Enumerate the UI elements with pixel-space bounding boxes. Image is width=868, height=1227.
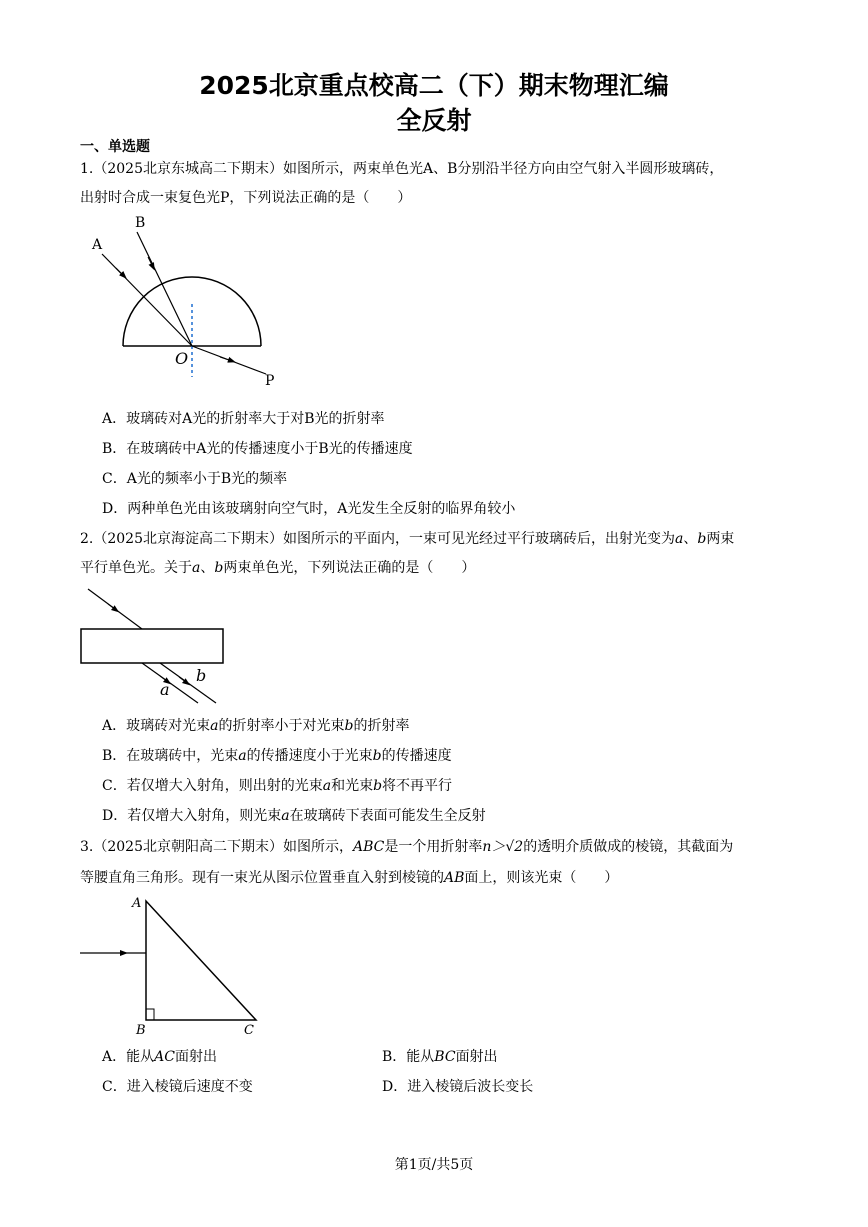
q3-option-a: A．能从AC面射出 <box>102 1049 217 1065</box>
q3-option-d: D．进入棱镜后波长变长 <box>382 1079 534 1095</box>
page-number: 第1页/共5页 <box>394 1157 474 1173</box>
q3-stem-line1: 3.（2025北京朝阳高二下期末）如图所示，ABC是一个用折射率n＞√2的透明介质做成的棱镜，其截面为 <box>80 839 734 855</box>
right-angle-mark <box>146 1009 154 1020</box>
label-c: C <box>244 1023 254 1038</box>
q1-option-b: B．在玻璃砖中A光的传播速度小于B光的传播速度 <box>102 441 413 457</box>
q2-option-b: B．在玻璃砖中，光束a的传播速度小于光束b的传播速度 <box>102 748 452 764</box>
page-subtitle: 全反射 <box>396 106 472 135</box>
refractive-index-expression: n＞√2 <box>482 839 524 855</box>
q2-option-d: D．若仅增大入射角，则光束a在玻璃砖下表面可能发生全反射 <box>102 808 486 824</box>
label-b: b <box>196 666 207 685</box>
q2-stem-line2: 平行单色光。关于a、b两束单色光，下列说法正确的是（ ） <box>80 560 476 576</box>
q1-option-a: A．玻璃砖对A光的折射率大于对B光的折射率 <box>102 411 385 427</box>
ray-a <box>102 254 192 346</box>
label-p: P <box>265 373 275 389</box>
label-o: O <box>175 349 189 368</box>
q1-stem-line1: 1.（2025北京东城高二下期末）如图所示，两束单色光A、B分别沿半径方向由空气射入半圆形玻璃砖， <box>80 161 724 177</box>
q2-option-a: A．玻璃砖对光束a的折射率小于对光束b的折射率 <box>102 718 410 734</box>
q1-option-c: C．A光的频率小于B光的频率 <box>102 471 288 487</box>
q2-option-c: C．若仅增大入射角，则出射的光束a和光束b将不再平行 <box>102 778 453 794</box>
q2-stem-line1: 2.（2025北京海淀高二下期末）如图所示的平面内，一束可见光经过平行玻璃砖后，出射光变为a、b两束 <box>80 531 735 547</box>
section-heading: 一、单选题 <box>80 139 150 155</box>
q1-stem-line2: 出射时合成一束复色光P，下列说法正确的是（ ） <box>80 190 412 206</box>
label-b: B <box>135 215 146 231</box>
glass-slab <box>81 629 223 663</box>
q3-option-b: B．能从BC面射出 <box>382 1049 498 1065</box>
q1-figure <box>80 212 300 397</box>
q3-stem-line2: 等腰直角三角形。现有一束光从图示位置垂直入射到棱镜的AB面上，则该光束（ ） <box>80 870 619 886</box>
q1-option-d: D．两种单色光由该玻璃射向空气时，A光发生全反射的临界角较小 <box>102 501 516 517</box>
label-a: A <box>132 896 142 911</box>
label-a: A <box>92 237 103 253</box>
q2-figure <box>80 585 240 710</box>
prism-triangle <box>146 901 256 1020</box>
ray-b <box>137 232 192 346</box>
q3-option-c: C．进入棱镜后速度不变 <box>102 1079 253 1095</box>
label-b: B <box>136 1023 146 1038</box>
page-title: 2025北京重点校高二（下）期末物理汇编 <box>199 71 669 100</box>
q3-figure <box>80 895 270 1040</box>
label-a: a <box>160 680 170 699</box>
ray-a-out <box>142 663 198 703</box>
